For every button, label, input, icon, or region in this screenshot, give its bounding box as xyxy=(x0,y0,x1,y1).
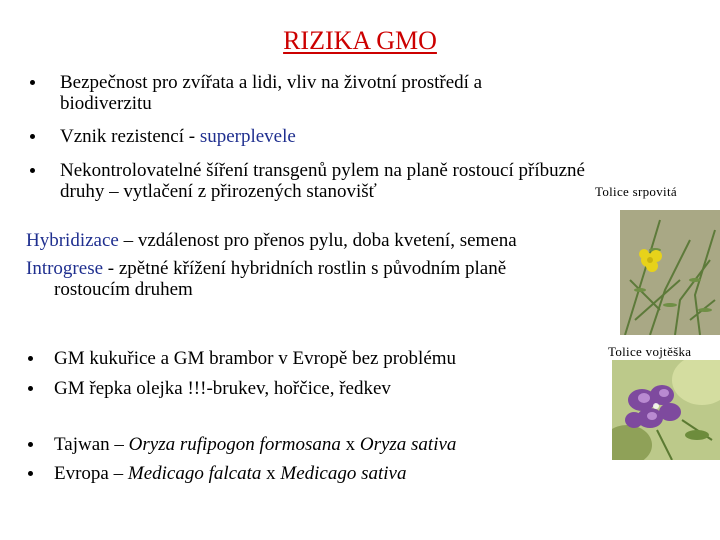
photo-caption-sickle-medick: Tolice srpovitá xyxy=(595,184,677,199)
photo-alfalfa xyxy=(612,360,720,460)
bullet-text: Nekontrolovatelné šíření transgenů pylem na planě rostoucí příbuzné xyxy=(60,160,585,181)
bullet-text-continuation: druhy – vytlačení z přirozených stanovišť xyxy=(60,181,377,202)
superweeds-term: superplevele xyxy=(199,126,296,147)
term-introgression: Introgrese xyxy=(26,258,104,279)
species-name: Medicago sativa xyxy=(280,463,407,484)
bullet-dot xyxy=(28,386,33,391)
bullet-dot xyxy=(30,134,35,139)
alfalfa-image xyxy=(612,360,720,460)
bullet-text: Vznik rezistencí - xyxy=(60,126,200,147)
term-hybridization: Hybridizace xyxy=(26,230,119,251)
bullet-europe-medicago xyxy=(28,463,608,484)
bullet-dot xyxy=(28,356,33,361)
bullet-text: GM řepka olejka !!!-brukev, hořčice, ředkev xyxy=(54,378,391,399)
photo-caption-alfalfa: Tolice vojtěška xyxy=(608,344,692,359)
bullet-text: Bezpečnost pro zvířata a lidi, vliv na životní prostředí a xyxy=(60,72,483,93)
slide-title: RIZIKA GMO xyxy=(283,26,437,55)
region-label: Tajwan – xyxy=(54,434,129,455)
cross-symbol: x xyxy=(261,463,281,484)
species-name: Oryza rufipogon formosana xyxy=(128,434,341,455)
definition-text: – vzdálenost pro přenos pylu, doba kvetení, semena xyxy=(118,230,517,251)
definition-hybridization xyxy=(26,230,606,251)
definition-introgression xyxy=(26,258,606,300)
bullet-dot xyxy=(30,80,35,85)
species-name: Medicago falcata xyxy=(127,463,262,484)
bullet-text-continuation: biodiverzitu xyxy=(60,93,152,114)
sickle-medick-image xyxy=(620,210,720,335)
photo-sickle-medick xyxy=(620,210,720,335)
bullet-text: GM kukuřice a GM brambor v Evropě bez problému xyxy=(54,348,457,369)
definition-text-continuation: rostoucím druhem xyxy=(54,279,193,300)
species-name: Oryza sativa xyxy=(359,434,457,455)
bullet-dot xyxy=(28,442,33,447)
bullet-dot xyxy=(28,471,33,476)
region-label: Evropa – xyxy=(54,463,128,484)
definition-text: - zpětné křížení hybridních rostlin s původním planě xyxy=(103,258,507,279)
bullet-resistance xyxy=(30,126,590,147)
bullet-gm-maize-potato xyxy=(28,348,588,369)
cross-symbol: x xyxy=(340,434,360,455)
bullet-dot xyxy=(30,168,35,173)
bullet-taiwan-rice xyxy=(28,434,608,455)
bullet-safety xyxy=(30,72,590,114)
bullet-gm-rapeseed xyxy=(28,378,588,399)
